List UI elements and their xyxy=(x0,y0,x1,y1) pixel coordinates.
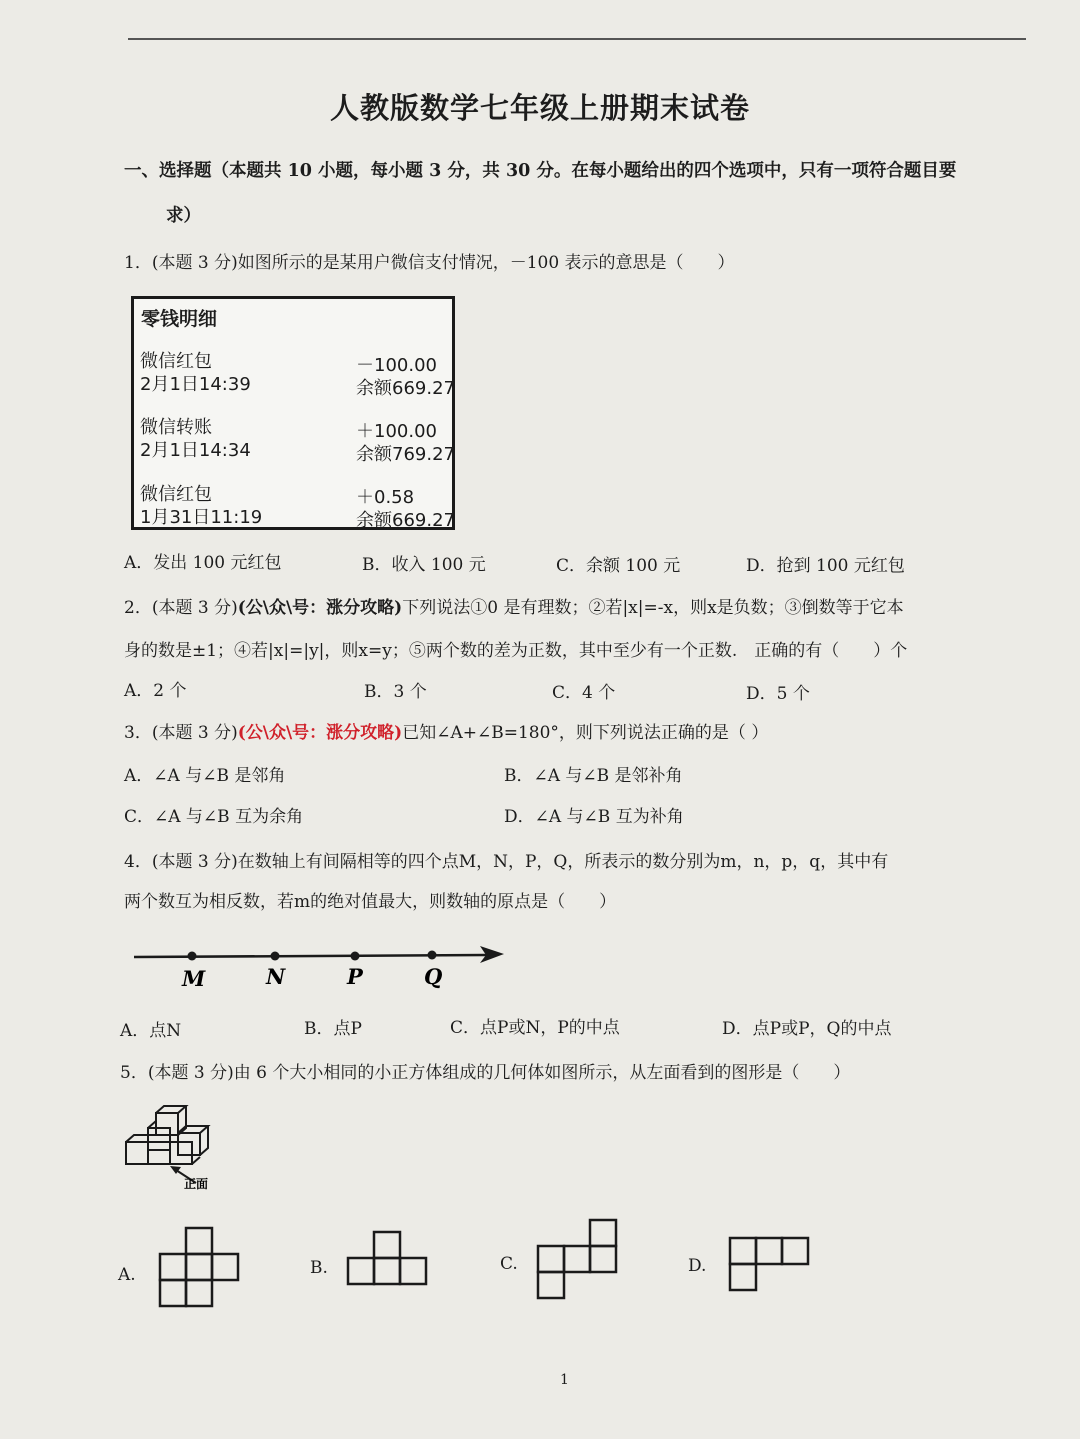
point-m-dot xyxy=(188,952,197,961)
record-name: 微信转账 xyxy=(140,417,212,438)
record-amount: ＋100.00 xyxy=(356,421,437,442)
cube-solid-figure xyxy=(118,1104,228,1194)
q4-stem: 4．(本题 3 分)在数轴上有间隔相等的四个点M，N，P，Q，所表示的数分别为m，n，p，q，其中有 xyxy=(124,852,889,872)
record-time: 2月1日14:34 xyxy=(140,440,251,461)
q3-stem xyxy=(124,722,768,744)
page-number: 1 xyxy=(560,1372,569,1388)
point-p-dot xyxy=(351,952,360,961)
exam-title: 人教版数学七年级上册期末试卷 xyxy=(329,91,750,125)
q3-option-a: A．∠A 与∠B 是邻角 xyxy=(124,766,286,786)
point-label: N xyxy=(266,964,286,989)
point-label: Q xyxy=(424,964,443,989)
number-line-figure xyxy=(126,938,516,998)
q3-option-d: D．∠A 与∠B 互为补角 xyxy=(504,807,684,827)
q2-tag: (公\众\号：涨分攻略) xyxy=(237,598,403,618)
point-n-dot xyxy=(271,952,280,961)
q2-prefix: 2．(本题 3 分) xyxy=(124,598,238,618)
section-heading-cont: 求） xyxy=(166,206,201,226)
q5-option-a-shape xyxy=(158,1226,244,1308)
point-label: P xyxy=(347,964,363,989)
q3-tag: (公\众\号：涨分攻略) xyxy=(237,723,403,743)
point-label: M xyxy=(182,966,206,991)
q3-option-c: C．∠A 与∠B 互为余角 xyxy=(124,807,304,827)
q5-option-b-label: B. xyxy=(310,1258,328,1278)
record-time: 2月1日14:39 xyxy=(140,374,251,395)
q1-option-a: A．发出 100 元红包 xyxy=(124,553,282,573)
q5-stem: 5．(本题 3 分)由 6 个大小相同的小正方体组成的几何体如图所示，从左面看到的图形是（ ） xyxy=(120,1063,851,1083)
point-q-dot xyxy=(428,951,437,960)
wallet-header: 零钱明细 xyxy=(141,308,218,330)
front-label: 正面 xyxy=(184,1177,209,1191)
wechat-wallet-figure xyxy=(131,296,455,530)
q4-option-b: B．点P xyxy=(304,1019,362,1039)
q4-option-c: C．点P或N，P的中点 xyxy=(450,1018,620,1038)
q5-option-a-label: A. xyxy=(118,1265,136,1285)
q2-stem-cont: 身的数是±1；④若|x|=|y|，则x=y；⑤两个数的差为正数，其中至少有一个正数. 正确的有（ ）个 xyxy=(124,641,908,661)
q2-option-b: B．3 个 xyxy=(364,682,427,702)
record-name: 微信红包 xyxy=(140,484,212,505)
record-balance: 余额669.27 xyxy=(356,378,455,399)
section-heading: 一、选择题（本题共 10 小题，每小题 3 分，共 30 分。在每小题给出的四个选项中，只有一项符合题目要 xyxy=(124,161,957,181)
q2-option-d: D．5 个 xyxy=(746,684,810,704)
q2-stem-rest: 下列说法①0 是有理数；②若|x|=-x，则x是负数；③倒数等于它本 xyxy=(402,598,904,618)
q5-option-d-shape xyxy=(728,1236,812,1294)
q5-option-c-shape xyxy=(536,1218,620,1300)
record-balance: 余额769.27 xyxy=(356,444,455,465)
q4-option-d: D．点P或P，Q的中点 xyxy=(722,1019,892,1039)
record-time: 1月31日11:19 xyxy=(140,507,263,528)
q3-option-b: B．∠A 与∠B 是邻补角 xyxy=(504,766,683,786)
q2-option-a: A．2 个 xyxy=(124,681,187,701)
q2-option-c: C．4 个 xyxy=(552,683,616,703)
q1-stem: 1．(本题 3 分)如图所示的是某用户微信支付情况，－100 表示的意思是（ ） xyxy=(124,253,735,273)
q1-option-b: B．收入 100 元 xyxy=(362,555,486,575)
q3-stem-rest: 已知∠A+∠B=180°，则下列说法正确的是（ ） xyxy=(402,723,769,743)
q3-prefix: 3．(本题 3 分) xyxy=(124,723,238,743)
q2-stem xyxy=(124,597,904,619)
q4-option-a: A．点N xyxy=(120,1021,182,1041)
record-balance: 余额669.27 xyxy=(356,510,455,531)
q1-option-d: D．抢到 100 元红包 xyxy=(746,556,905,576)
record-amount: ＋0.58 xyxy=(356,487,415,508)
q5-option-d-label: D. xyxy=(688,1256,707,1276)
q4-stem-cont: 两个数互为相反数，若m的绝对值最大，则数轴的原点是（ ） xyxy=(124,892,617,912)
record-name: 微信红包 xyxy=(140,351,212,372)
q1-option-c: C．余额 100 元 xyxy=(556,556,681,576)
top-rule xyxy=(128,38,1026,40)
q5-option-c-label: C. xyxy=(500,1254,518,1274)
record-amount: －100.00 xyxy=(356,355,437,376)
q5-option-b-shape xyxy=(346,1230,430,1286)
